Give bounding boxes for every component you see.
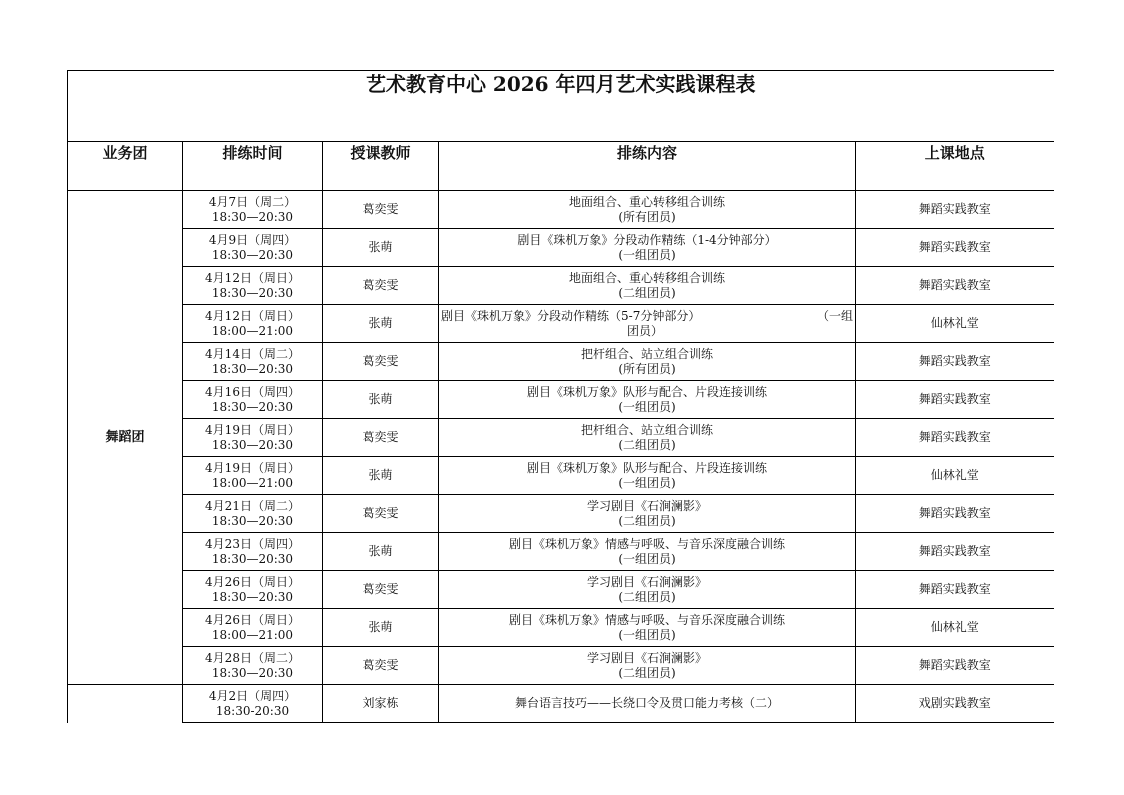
date-text: 4月7日（周二） xyxy=(208,194,297,209)
time-range-text: 18:30-20:30 xyxy=(215,703,290,718)
content-cell xyxy=(439,533,856,571)
time-cell xyxy=(183,229,323,267)
table-row xyxy=(68,495,1054,533)
teacher-cell: 张萌 xyxy=(323,229,439,267)
header-teacher: 授课教师 xyxy=(323,142,439,191)
content-cell xyxy=(439,419,856,457)
table-row xyxy=(68,229,1054,267)
date-text: 4月19日（周日） xyxy=(205,460,300,475)
location-cell: 舞蹈实践教室 xyxy=(856,229,1054,267)
location-cell: 舞蹈实践教室 xyxy=(856,381,1054,419)
teacher-cell: 张萌 xyxy=(323,457,439,495)
schedule-table xyxy=(67,70,1054,723)
date-text: 4月2日（周四） xyxy=(208,688,297,703)
content-text: 剧目《珠机万象》分段动作精练（1-4分钟部分） xyxy=(517,232,777,247)
members-text: (一组团员) xyxy=(618,247,676,262)
content-cell xyxy=(439,609,856,647)
time-cell xyxy=(183,533,323,571)
time-range-text: 18:30—20:30 xyxy=(211,399,294,414)
schedule-title: 艺术教育中心 2026 年四月艺术实践课程表 xyxy=(68,71,1054,142)
date-text: 4月23日（周四） xyxy=(205,536,300,551)
time-cell xyxy=(183,381,323,419)
location-cell: 舞蹈实践教室 xyxy=(856,647,1054,685)
content-text: 地面组合、重心转移组合训练 xyxy=(568,194,725,209)
location-cell: 仙林礼堂 xyxy=(856,457,1054,495)
time-range-text: 18:00—21:00 xyxy=(211,475,294,490)
header-content: 排练内容 xyxy=(439,142,856,191)
header-group: 业务团 xyxy=(68,142,183,191)
location-cell: 戏剧实践教室 xyxy=(856,685,1054,723)
location-cell: 舞蹈实践教室 xyxy=(856,191,1054,229)
time-range-text: 18:30—20:30 xyxy=(211,361,294,376)
date-text: 4月28日（周二） xyxy=(205,650,300,665)
time-range-text: 18:30—20:30 xyxy=(211,437,294,452)
members-text: (一组团员) xyxy=(618,399,676,414)
time-range-text: 18:30—20:30 xyxy=(211,285,294,300)
content-text: 学习剧目《石涧澜影》 xyxy=(586,574,707,589)
content-tail-text: （一组 xyxy=(816,308,853,323)
location-cell: 舞蹈实践教室 xyxy=(856,533,1054,571)
table-row xyxy=(68,191,1054,229)
table-row xyxy=(68,343,1054,381)
table-row xyxy=(68,457,1054,495)
content-text: 把杆组合、站立组合训练 xyxy=(580,422,713,437)
time-cell xyxy=(183,343,323,381)
teacher-cell: 葛奕雯 xyxy=(323,343,439,381)
schedule-document xyxy=(67,70,1054,723)
teacher-cell: 张萌 xyxy=(323,381,439,419)
table-row xyxy=(68,533,1054,571)
content-text: 学习剧目《石涧澜影》 xyxy=(586,650,707,665)
content-text: 剧目《珠机万象》队形与配合、片段连接训练 xyxy=(526,384,767,399)
content-cell xyxy=(439,191,856,229)
time-cell xyxy=(183,571,323,609)
time-range-text: 18:30—20:30 xyxy=(211,551,294,566)
teacher-cell: 葛奕雯 xyxy=(323,571,439,609)
table-row xyxy=(68,381,1054,419)
content-text: 剧目《珠机万象》情感与呼吸、与音乐深度融合训练 xyxy=(508,612,785,627)
members-text: (所有团员) xyxy=(618,209,676,224)
location-cell: 仙林礼堂 xyxy=(856,609,1054,647)
location-cell: 仙林礼堂 xyxy=(856,305,1054,343)
members-text: (二组团员) xyxy=(618,437,676,452)
time-range-text: 18:30—20:30 xyxy=(211,513,294,528)
header-location: 上课地点 xyxy=(856,142,1054,191)
teacher-cell: 葛奕雯 xyxy=(323,647,439,685)
teacher-cell: 张萌 xyxy=(323,609,439,647)
table-row xyxy=(68,685,1054,723)
time-range-text: 18:30—20:30 xyxy=(211,247,294,262)
content-cell xyxy=(439,647,856,685)
teacher-cell: 张萌 xyxy=(323,305,439,343)
location-cell: 舞蹈实践教室 xyxy=(856,495,1054,533)
date-text: 4月16日（周四） xyxy=(205,384,300,399)
teacher-cell: 张萌 xyxy=(323,533,439,571)
time-range-text: 18:00—21:00 xyxy=(211,323,294,338)
time-range-text: 18:30—20:30 xyxy=(211,665,294,680)
content-text: 把杆组合、站立组合训练 xyxy=(580,346,713,361)
time-range-text: 18:30—20:30 xyxy=(211,589,294,604)
members-text: 团员） xyxy=(627,323,664,338)
time-cell xyxy=(183,495,323,533)
content-cell xyxy=(439,571,856,609)
date-text: 4月26日（周日） xyxy=(205,574,300,589)
table-row xyxy=(68,647,1054,685)
table-row xyxy=(68,609,1054,647)
members-text: (二组团员) xyxy=(618,513,676,528)
members-text: (一组团员) xyxy=(618,551,676,566)
table-row xyxy=(68,419,1054,457)
content-text: 学习剧目《石涧澜影》 xyxy=(586,498,707,513)
members-text: (二组团员) xyxy=(618,589,676,604)
date-text: 4月19日（周日） xyxy=(205,422,300,437)
time-cell xyxy=(183,647,323,685)
date-text: 4月12日（周日） xyxy=(205,270,300,285)
table-row xyxy=(68,571,1054,609)
content-cell xyxy=(439,381,856,419)
content-cell xyxy=(439,457,856,495)
group-name-cell xyxy=(68,685,183,723)
date-text: 4月21日（周二） xyxy=(205,498,300,513)
table-row xyxy=(68,305,1054,343)
members-text: (一组团员) xyxy=(618,627,676,642)
time-cell xyxy=(183,685,323,723)
content-text: 舞台语言技巧——长绕口令及贯口能力考核（二） xyxy=(514,696,779,710)
date-text: 4月12日（周日） xyxy=(205,308,300,323)
content-text: 剧目《珠机万象》队形与配合、片段连接训练 xyxy=(526,460,767,475)
teacher-cell: 葛奕雯 xyxy=(323,267,439,305)
content-cell xyxy=(439,305,856,343)
header-time: 排练时间 xyxy=(183,142,323,191)
date-text: 4月14日（周二） xyxy=(205,346,300,361)
group-name-cell: 舞蹈团 xyxy=(68,191,183,685)
date-text: 4月26日（周日） xyxy=(205,612,300,627)
time-cell xyxy=(183,457,323,495)
location-cell: 舞蹈实践教室 xyxy=(856,419,1054,457)
content-cell xyxy=(439,495,856,533)
content-cell xyxy=(439,267,856,305)
location-cell: 舞蹈实践教室 xyxy=(856,343,1054,381)
content-cell xyxy=(439,229,856,267)
members-text: (一组团员) xyxy=(618,475,676,490)
teacher-cell: 葛奕雯 xyxy=(323,191,439,229)
teacher-cell: 葛奕雯 xyxy=(323,495,439,533)
time-cell xyxy=(183,191,323,229)
teacher-cell: 葛奕雯 xyxy=(323,419,439,457)
content-text: 剧目《珠机万象》分段动作精练（5-7分钟部分） xyxy=(441,308,701,323)
time-cell xyxy=(183,267,323,305)
time-cell xyxy=(183,419,323,457)
date-text: 4月9日（周四） xyxy=(208,232,297,247)
content-text: 地面组合、重心转移组合训练 xyxy=(568,270,725,285)
members-text: (二组团员) xyxy=(618,285,676,300)
teacher-cell: 刘家栋 xyxy=(323,685,439,723)
time-range-text: 18:00—21:00 xyxy=(211,627,294,642)
members-text: (所有团员) xyxy=(618,361,676,376)
table-row xyxy=(68,267,1054,305)
time-range-text: 18:30—20:30 xyxy=(211,209,294,224)
location-cell: 舞蹈实践教室 xyxy=(856,571,1054,609)
content-text: 剧目《珠机万象》情感与呼吸、与音乐深度融合训练 xyxy=(508,536,785,551)
location-cell: 舞蹈实践教室 xyxy=(856,267,1054,305)
members-text: (二组团员) xyxy=(618,665,676,680)
time-cell xyxy=(183,305,323,343)
content-cell xyxy=(439,343,856,381)
content-cell xyxy=(439,685,856,723)
time-cell xyxy=(183,609,323,647)
